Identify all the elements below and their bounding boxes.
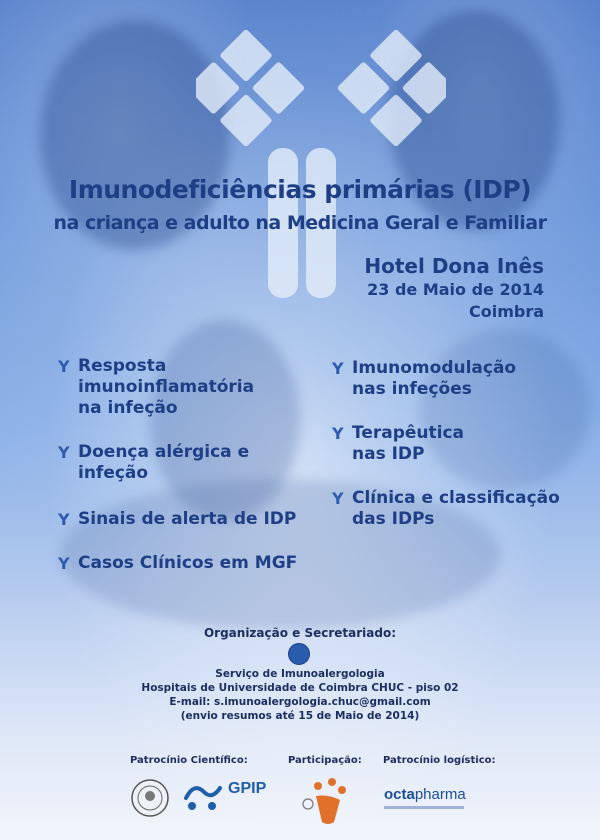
poster-title: Imunodeficiências primárias (IDP) bbox=[68, 175, 532, 204]
antibody-icon: Y bbox=[58, 510, 70, 529]
topic-item: Y Sinais de alerta de IDP bbox=[58, 509, 297, 529]
organization-heading: Organização e Secretariado: bbox=[203, 626, 397, 640]
antibody-icon: Y bbox=[58, 357, 70, 376]
organization-note: (envio resumos até 15 de Maio de 2014) bbox=[180, 710, 420, 722]
topic-item: Y Resposta imunoinflamatória na infeção bbox=[58, 356, 255, 418]
patients-association-logo-icon bbox=[300, 774, 356, 828]
poster-subtitle: na criança e adulto na Medicina Geral e Familiar bbox=[53, 212, 547, 234]
antibody-icon: Y bbox=[332, 359, 344, 378]
organization-email[interactable]: E-mail: s.imunoalergologia.chuc@gmail.com bbox=[169, 696, 431, 708]
organization-hospital: Hospitais de Universidade de Coimbra CHUC - piso 02 bbox=[141, 682, 459, 694]
venue-block bbox=[364, 253, 544, 323]
university-seal-icon bbox=[130, 778, 170, 818]
gpip-logo-text: GPIP bbox=[228, 780, 267, 797]
topic-item: Y Casos Clínicos em MGF bbox=[58, 553, 298, 573]
scientific-sponsor-label: Patrocínio Científico: bbox=[130, 755, 248, 766]
antibody-icon: Y bbox=[58, 443, 70, 462]
logistic-sponsor-label: Patrocínio logístico: bbox=[383, 755, 496, 766]
antibody-icon: Y bbox=[332, 489, 344, 508]
venue-city: Coimbra bbox=[468, 302, 544, 321]
hospital-logo-icon bbox=[288, 643, 310, 665]
background-photo-sky bbox=[420, 330, 590, 490]
antibody-icon: Y bbox=[332, 424, 344, 443]
organization-service: Serviço de Imunoalergologia bbox=[215, 668, 385, 680]
gpip-logo-icon bbox=[182, 778, 224, 814]
venue-hotel: Hotel Dona Inês bbox=[364, 254, 544, 278]
venue-date: 23 de Maio de 2014 bbox=[367, 280, 544, 299]
topic-item: Y Doença alérgica e infeção bbox=[58, 442, 250, 483]
participation-label: Participação: bbox=[288, 755, 362, 766]
topic-item: Y Imunomodulação nas infeções bbox=[332, 358, 517, 399]
topic-item: Y Terapêutica nas IDP bbox=[332, 423, 465, 464]
octapharma-tagline bbox=[384, 806, 464, 809]
octapharma-logo: octapharma bbox=[384, 786, 466, 803]
topic-item: Y Clínica e classificação das IDPs bbox=[332, 488, 560, 529]
antibody-icon: Y bbox=[58, 554, 70, 573]
